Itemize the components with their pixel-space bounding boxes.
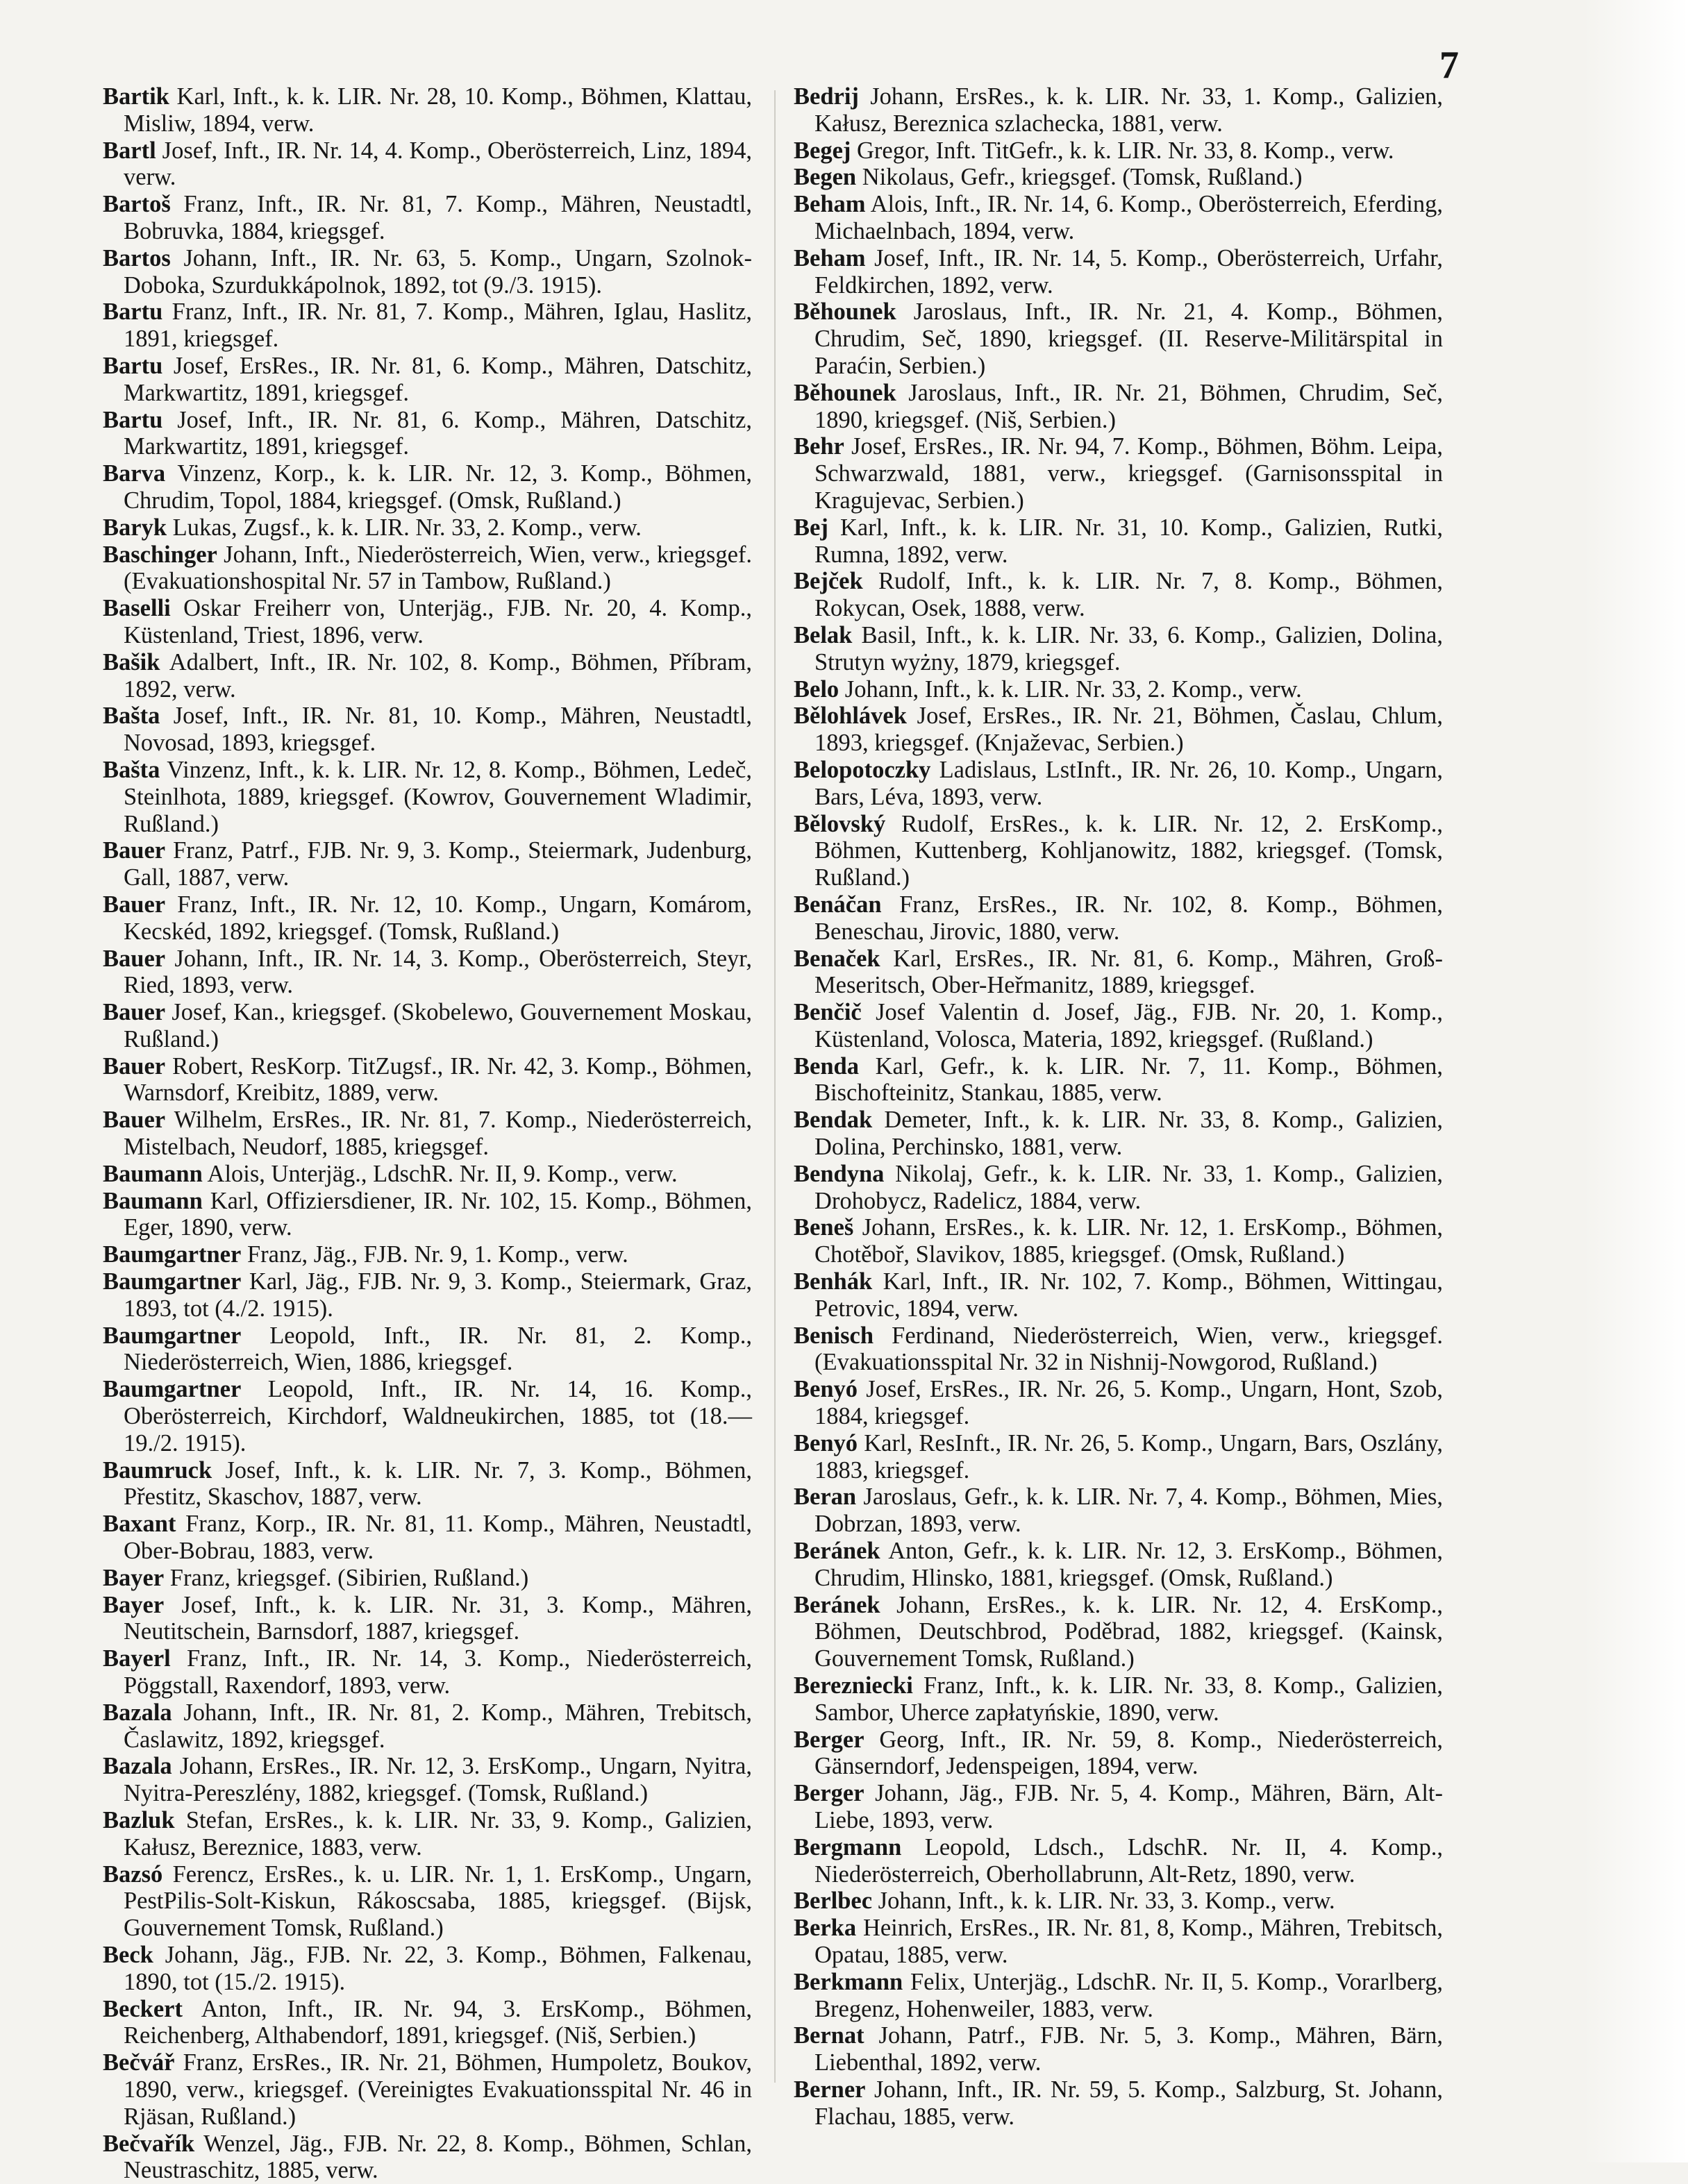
entry-details: Franz, kriegsgef. (Sibirien, Rußland.) [169,1564,529,1591]
entry-details: Nikolaus, Gefr., kriegsgef. (Tomsk, Rußland.) [862,164,1303,191]
entry-surname: Běhounek [794,379,896,406]
entry-surname: Beneš [794,1214,854,1241]
entry-surname: Benda [794,1052,859,1080]
entry-surname: Benaček [794,945,880,972]
entry-surname: Begej [794,137,851,164]
register-entry [794,1780,1443,1834]
entry-surname: Bej [794,514,828,541]
entry-surname: Bazluk [103,1807,175,1833]
entry-details: Josef, Inft., k. k. LIR. Nr. 31, 3. Komp., Mähren, Neutitschein, Barnsdorf, 1887, kriegsgef. [124,1591,752,1645]
register-entry [794,1538,1443,1592]
entry-details: Alois, Unterjäg., LdschR. Nr. II, 9. Komp., verw. [207,1160,678,1187]
column-divider [774,90,776,2083]
entry-details: Leopold, Inft., IR. Nr. 14, 16. Komp., Oberösterreich, Kirchdorf, Waldneukirchen, 1885, tot (18.—19./2. 1915). [124,1376,752,1456]
entry-details: Franz, Inft., IR. Nr. 12, 10. Komp., Ungarn, Komárom, Kecskéd, 1892, kriegsgef. (Tomsk, Rußland.) [124,891,753,945]
entry-surname: Baschinger [103,541,217,568]
entry-surname: Baumgartner [103,1268,242,1295]
entry-surname: Benisch [794,1322,874,1349]
entry-details: Demeter, Inft., k. k. LIR. Nr. 33, 8. Komp., Galizien, Dolina, Perchinsko, 1881, verw. [814,1107,1443,1161]
entry-surname: Bartl [103,137,156,164]
register-entry [794,1160,1444,1215]
entry-details: Jaroslaus, Gefr., k. k. LIR. Nr. 7, 4. Komp., Böhmen, Mies, Dobrzan, 1893, verw. [814,1484,1443,1538]
register-entry [794,1726,1443,1781]
entry-details: Jaroslaus, Inft., IR. Nr. 21, Böhmen, Chrudim, Seč, 1890, kriegsgef. (Niš, Serbien.) [814,379,1444,433]
register-entry [794,1376,1444,1430]
entry-surname: Bartoš [103,191,171,218]
entry-surname: Bazala [103,1753,172,1780]
entry-details: Vinzenz, Korp., k. k. LIR. Nr. 12, 3. Komp., Böhmen, Chrudim, Topol, 1884, kriegsgef. (Omsk, Rußland.) [124,460,752,514]
entry-details: Johann, Patrf., FJB. Nr. 5, 3. Komp., Mähren, Bärn, Liebenthal, 1892, verw. [814,2022,1444,2076]
entry-details: Franz, Patrf., FJB. Nr. 9, 3. Komp., Steiermark, Judenburg, Gall, 1887, verw. [124,837,753,891]
entry-surname: Belo [794,675,839,703]
entry-surname: Beham [794,191,866,218]
register-entry [794,379,1444,434]
register-entry [103,1699,752,1754]
entry-details: Stefan, ErsRes., k. k. LIR. Nr. 33, 9. Komp., Galizien, Kałusz, Bereznice, 1883, verw. [124,1807,752,1860]
register-entry [103,460,752,514]
register-entry [794,2076,1444,2131]
register-entry [103,945,752,1000]
register-entry [794,568,1443,622]
entry-surname: Begen [794,164,857,191]
entry-details: Johann, ErsRes., k. k. LIR. Nr. 33, 1. Komp., Galizien, Kałusz, Bereznica szlachecka, 1881, verw. [814,83,1444,137]
entry-details: Felix, Unterjäg., LdschR. Nr. II, 5. Komp., Vorarlberg, Bregenz, Hohenweiler, 1883, verw. [814,1968,1443,2022]
entry-surname: Bauer [103,837,166,864]
entry-surname: Belopotoczky [794,756,931,783]
register-entry [103,1753,752,1807]
entry-details: Ferencz, ErsRes., k. u. LIR. Nr. 1, 1. ErsKomp., Ungarn, PestPilis-Solt-Kiskun, Rákoscsaba, 1885, kriegsgef. (Bijsk, Gouvernement Tomsk, Rußland.) [124,1860,752,1942]
entry-details: Karl, Inft., IR. Nr. 102, 7. Komp., Böhmen, Wittingau, Petrovic, 1894, verw. [814,1268,1443,1322]
page-number: 7 [1439,44,1459,87]
entry-surname: Bělovský [794,810,886,837]
entry-details: Johann, Inft., IR. Nr. 81, 2. Komp., Mähren, Trebitsch, Časlawitz, 1892, kriegsgef. [124,1699,752,1753]
entry-surname: Bauer [103,945,166,972]
entry-surname: Bayerl [103,1645,171,1672]
entry-surname: Belak [794,621,853,648]
entry-surname: Benyó [794,1376,858,1403]
entry-details: Josef, ErsRes., IR. Nr. 26, 5. Komp., Ungarn, Hont, Szob, 1884, kriegsgef. [814,1376,1444,1430]
entry-details: Anton, Gefr., k. k. LIR. Nr. 12, 3. ErsKomp., Böhmen, Chrudim, Hlinsko, 1881, kriegsgef. (Omsk, Rußland.) [814,1538,1443,1591]
register-entry [794,191,1443,245]
entry-details: Johann, Inft., k. k. LIR. Nr. 33, 3. Komp., verw. [878,1888,1335,1915]
register-entry [794,244,1444,299]
register-entry [794,1107,1443,1161]
entry-surname: Bazsó [103,1860,163,1888]
entry-surname: Berlbec [794,1888,873,1915]
entry-details: Wilhelm, ErsRes., IR. Nr. 81, 7. Komp., Niederösterreich, Mistelbach, Neudorf, 1885, kriegsgef. [124,1107,752,1161]
register-entry [794,1052,1444,1107]
register-entry [794,1968,1443,2023]
register-entry [103,648,752,703]
entry-details: Ladislaus, LstInft., IR. Nr. 26, 10. Komp., Ungarn, Bars, Léva, 1893, verw. [814,756,1443,810]
register-entry [794,433,1443,514]
entry-surname: Bašik [103,648,160,675]
register-entry [794,1484,1443,1538]
register-entry [103,756,752,837]
entry-surname: Bečvář [103,2049,175,2076]
register-entry [794,2022,1444,2076]
register-entry [794,891,1444,946]
entry-surname: Baumgartner [103,1322,242,1349]
register-entry [103,1860,752,1942]
entry-surname: Bernat [794,2022,864,2049]
register-entry [794,1915,1443,1969]
entry-surname: Baumann [103,1187,203,1214]
entry-surname: Beck [103,1941,153,1968]
entry-details: Josef, ErsRes., IR. Nr. 94, 7. Komp., Böhmen, Böhm. Leipa, Schwarzwald, 1881, verw., kriegsgef. (Garnisonsspital in Kragujevac, Serbien.) [814,433,1443,514]
entry-details: Karl, Jäg., FJB. Nr. 9, 3. Komp., Steiermark, Graz, 1893, tot (4./2. 1915). [124,1268,753,1322]
entry-details: Oskar Freiherr von, Unterjäg., FJB. Nr. 20, 4. Komp., Küstenland, Triest, 1896, verw. [124,595,752,648]
register-entry [103,595,752,649]
register-entry [103,703,752,757]
entry-surname: Beckert [103,1995,183,2022]
entry-surname: Bayer [103,1564,165,1591]
register-entry [794,1268,1443,1322]
register-entry [103,1941,752,1996]
entry-details: Josef, Inft., IR. Nr. 81, 6. Komp., Mähren, Datschitz, Markwartitz, 1891, kriegsgef. [124,406,752,460]
entry-surname: Benhák [794,1268,873,1295]
entry-details: Josef, Inft., IR. Nr. 81, 10. Komp., Mähren, Neustadtl, Novosad, 1893, kriegsgef. [124,703,752,757]
register-entry [103,1807,752,1861]
register-entry [794,514,1444,569]
entry-surname: Bartos [103,244,171,271]
entry-details: Franz, ErsRes., IR. Nr. 102, 8. Komp., Böhmen, Beneschau, Jirovic, 1880, verw. [814,891,1444,945]
register-entry [794,299,1444,379]
entry-surname: Bartu [103,352,163,379]
entry-details: Rudolf, Inft., k. k. LIR. Nr. 7, 8. Komp., Böhmen, Rokycan, Osek, 1888, verw. [814,568,1443,622]
entry-details: Jaroslaus, Inft., IR. Nr. 21, 4. Komp., Böhmen, Chrudim, Seč, 1890, kriegsgef. (II. Reserve-Militärspital in Paraćin, Serbien.) [814,299,1444,379]
entry-details: Karl, Inft., k. k. LIR. Nr. 31, 10. Komp., Galizien, Rutki, Rumna, 1892, verw. [814,514,1444,568]
entry-details: Josef, ErsRes., IR. Nr. 21, Böhmen, Časlau, Chlum, 1893, kriegsgef. (Knjaževac, Serbien.) [814,703,1444,757]
register-entry [103,1241,752,1268]
entry-surname: Berka [794,1915,857,1942]
register-entry [103,1564,752,1592]
register-entry [103,137,753,192]
register-entry [103,1052,752,1107]
entry-details: Heinrich, ErsRes., IR. Nr. 81, 8, Komp., Mähren, Trebitsch, Opatau, 1885, verw. [814,1915,1443,1968]
entry-details: Adalbert, Inft., IR. Nr. 102, 8. Komp., Böhmen, Příbram, 1892, verw. [124,648,752,703]
entry-surname: Berger [794,1780,864,1807]
entry-surname: Bedrij [794,83,859,110]
entry-surname: Bauer [103,891,166,918]
register-entry [794,675,1443,703]
entry-details: Johann, ErsRes., k. k. LIR. Nr. 12, 1. ErsKomp., Böhmen, Chotěboř, Slavikov, 1885, kriegsgef. (Omsk, Rußland.) [814,1214,1444,1268]
entry-surname: Bartu [103,299,163,326]
entry-details: Alois, Inft., IR. Nr. 14, 6. Komp., Oberösterreich, Eferding, Michaelnbach, 1894, verw. [814,191,1443,244]
entry-surname: Baxant [103,1511,176,1538]
entry-surname: Bartik [103,83,169,110]
entry-details: Ferdinand, Niederösterreich, Wien, verw., kriegsgef. (Evakuationsspital Nr. 32 in Nishnij-Nowgorod, Rußland.) [814,1322,1444,1376]
entry-surname: Berger [794,1726,864,1753]
entry-surname: Bělohlávek [794,703,907,730]
entry-surname: Baumgartner [103,1376,242,1403]
entry-details: Karl, Inft., k. k. LIR. Nr. 28, 10. Komp., Böhmen, Klattau, Misliw, 1894, verw. [124,83,752,137]
entry-details: Anton, Inft., IR. Nr. 94, 3. ErsKomp., Böhmen, Reichenberg, Althabendorf, 1891, kriegsgef. (Niš, Serbien.) [124,1995,752,2049]
register-entry [103,1322,752,1377]
entry-surname: Baselli [103,595,171,622]
entry-surname: Bendyna [794,1160,885,1187]
register-entry [103,83,752,137]
entry-details: Johann, Jäg., FJB. Nr. 22, 3. Komp., Böhmen, Falkenau, 1890, tot (15./2. 1915). [124,1941,752,1995]
entry-surname: Baumgartner [103,1241,242,1268]
register-entry [103,244,753,299]
entry-surname: Beran [794,1484,857,1511]
register-entry [794,1833,1444,1888]
entry-details: Johann, Inft., IR. Nr. 14, 3. Komp., Oberösterreich, Steyr, Ried, 1893, verw. [124,945,752,999]
entry-details: Lukas, Zugsf., k. k. LIR. Nr. 33, 2. Komp., verw. [172,514,642,541]
entry-details: Karl, ResInft., IR. Nr. 26, 5. Komp., Ungarn, Bars, Oszlány, 1883, kriegsgef. [814,1429,1443,1484]
entry-details: Josef, Inft., k. k. LIR. Nr. 7, 3. Komp., Böhmen, Přestitz, Skaschov, 1887, verw. [124,1456,753,1511]
entry-surname: Barva [103,460,166,487]
entry-details: Robert, ResKorp. TitZugsf., IR. Nr. 42, 3. Komp., Böhmen, Warnsdorf, Kreibitz, 1889, verw. [124,1052,752,1107]
entry-surname: Benyó [794,1429,858,1456]
entry-surname: Bartu [103,406,163,433]
page-edge [1584,0,1688,2162]
register-entry [103,1107,752,1161]
register-entry [103,541,752,596]
entry-surname: Bašta [103,703,160,730]
entry-surname: Benáčan [794,891,882,918]
entry-details: Franz, Inft., IR. Nr. 14, 3. Komp., Niederösterreich, Pöggstall, Raxendorf, 1893, verw. [124,1645,753,1699]
register-entry [103,1995,752,2050]
entry-surname: Berezniecki [794,1672,913,1699]
register-entry [103,999,752,1053]
register-entry [794,137,1443,165]
entry-surname: Berkmann [794,1968,903,1995]
register-entry [103,1376,752,1456]
entry-surname: Bauer [103,1052,166,1080]
entry-surname: Berner [794,2076,866,2103]
entry-details: Wenzel, Jäg., FJB. Nr. 22, 8. Komp., Böhmen, Schlan, Neustraschitz, 1885, verw. [124,2130,752,2184]
register-entry [794,999,1443,1053]
entry-surname: Bazala [103,1699,172,1726]
register-entry [103,1160,752,1188]
register-entry [103,352,753,407]
register-entry [103,837,753,891]
entry-details: Franz, Jäg., FJB. Nr. 9, 1. Komp., verw. [246,1241,628,1268]
entry-surname: Benčič [794,999,862,1026]
entry-details: Josef, Kan., kriegsgef. (Skobelewo, Gouvernement Moskau, Rußland.) [124,999,752,1052]
entry-details: Franz, Korp., IR. Nr. 81, 11. Komp., Mähren, Neustadtl, Ober-Bobrau, 1883, verw. [124,1511,753,1565]
register-entry [103,891,753,946]
entry-details: Karl, Offiziersdiener, IR. Nr. 102, 15. Komp., Böhmen, Eger, 1890, verw. [124,1187,753,1241]
register-entry [103,1591,752,1646]
register-entry [103,191,752,245]
entry-details: Franz, Inft., IR. Nr. 81, 7. Komp., Mähren, Iglau, Haslitz, 1891, kriegsgef. [124,299,753,353]
register-entry [103,2130,752,2184]
register-entry [103,1187,753,1242]
entry-details: Leopold, Ldsch., LdschR. Nr. II, 4. Komp., Niederösterreich, Oberhollabrunn, Alt-Retz, 1890, verw. [814,1833,1444,1888]
entry-details: Josef, Inft., IR. Nr. 14, 4. Komp., Oberösterreich, Linz, 1894, verw. [124,137,753,191]
entry-details: Georg, Inft., IR. Nr. 59, 8. Komp., Niederösterreich, Gänserndorf, Jedenspeigen, 1894, verw. [814,1726,1443,1780]
entry-details: Gregor, Inft. TitGefr., k. k. LIR. Nr. 33, 8. Komp., verw. [857,137,1394,164]
entry-details: Franz, Inft., k. k. LIR. Nr. 33, 8. Komp., Galizien, Sambor, Uherce zapłatyńskie, 1890, verw. [814,1672,1444,1726]
entry-details: Josef, ErsRes., IR. Nr. 81, 6. Komp., Mähren, Datschitz, Markwartitz, 1891, kriegsgef. [124,352,753,406]
entry-surname: Beránek [794,1591,880,1618]
entry-details: Johann, Inft., IR. Nr. 59, 5. Komp., Salzburg, St. Johann, Flachau, 1885, verw. [814,2076,1444,2130]
register-entry [794,1591,1443,1672]
entry-surname: Baumann [103,1160,203,1187]
entry-surname: Bečvařík [103,2130,195,2157]
register-entry [794,1322,1444,1377]
entry-surname: Beham [794,244,866,271]
entry-details: Franz, ErsRes., IR. Nr. 21, Böhmen, Humpoletz, Boukov, 1890, verw., kriegsgef. (Vereinigtes Evakuationsspital Nr. 46 in Rjäsan, Rußland.) [124,2049,752,2130]
entry-details: Johann, Jäg., FJB. Nr. 5, 4. Komp., Mähren, Bärn, Alt-Liebe, 1893, verw. [814,1780,1443,1833]
register-entry [103,1645,753,1699]
register-entry [794,1214,1444,1268]
entry-details: Josef Valentin d. Josef, Jäg., FJB. Nr. 20, 1. Komp., Küstenland, Volosca, Materia, 1892, kriegsgef. (Rußland.) [814,999,1443,1052]
entry-details: Karl, Gefr., k. k. LIR. Nr. 7, 11. Komp., Böhmen, Bischofteinitz, Stankau, 1885, verw. [814,1052,1444,1107]
entry-details: Leopold, Inft., IR. Nr. 81, 2. Komp., Niederösterreich, Wien, 1886, kriegsgef. [124,1322,752,1376]
entry-details: Basil, Inft., k. k. LIR. Nr. 33, 6. Komp., Galizien, Dolina, Strutyn wyżny, 1879, kriegsgef. [814,621,1443,675]
entry-details: Johann, ErsRes., k. k. LIR. Nr. 12, 4. ErsKomp., Böhmen, Deutschbrod, Poděbrad, 1882, kriegsgef. (Kainsk, Gouvernement Tomsk, Rußland.) [814,1591,1443,1672]
left-column [103,83,752,2184]
register-entry [103,406,752,461]
entry-details: Karl, ErsRes., IR. Nr. 81, 6. Komp., Mähren, Groß-Meseritsch, Ober-Heřmanitz, 1889, kriegsgef. [814,945,1443,999]
register-entry [794,810,1443,891]
entry-surname: Behr [794,433,844,460]
entry-surname: Bauer [103,999,166,1026]
entry-surname: Bendak [794,1107,873,1134]
register-entry [794,756,1443,811]
register-entry [794,703,1444,757]
entry-surname: Bayer [103,1591,165,1618]
entry-surname: Bauer [103,1107,166,1134]
register-entry [794,1672,1444,1727]
entry-details: Nikolaj, Gefr., k. k. LIR. Nr. 33, 1. Komp., Galizien, Drohobycz, Radelicz, 1884, verw. [814,1160,1444,1214]
entry-details: Johann, ErsRes., IR. Nr. 12, 3. ErsKomp., Ungarn, Nyitra, Nyitra-Pereszlény, 1882, kriegsgef. (Tomsk, Rußland.) [124,1753,752,1807]
entry-surname: Beránek [794,1538,880,1565]
entry-details: Franz, Inft., IR. Nr. 81, 7. Komp., Mähren, Neustadtl, Bobruvka, 1884, kriegsgef. [124,191,752,244]
entry-details: Rudolf, ErsRes., k. k. LIR. Nr. 12, 2. ErsKomp., Böhmen, Kuttenberg, Kohljanowitz, 1882, kriegsgef. (Tomsk, Rußland.) [814,810,1443,891]
entry-surname: Běhounek [794,299,896,326]
register-entry [794,1429,1443,1484]
register-entry [794,621,1443,676]
entry-details: Johann, Inft., k. k. LIR. Nr. 33, 2. Komp., verw. [844,675,1302,703]
register-entry [103,514,752,541]
entry-surname: Baumruck [103,1456,212,1484]
register-entry [103,1268,753,1322]
register-entry [103,1511,753,1565]
entry-details: Vinzenz, Inft., k. k. LIR. Nr. 12, 8. Komp., Böhmen, Ledeč, Steinlhota, 1889, kriegsgef. (Kowrov, Gouvernement Wladimir, Rußland.) [124,756,752,837]
register-entry [794,945,1443,1000]
register-entry [794,83,1444,137]
entry-details: Johann, Inft., Niederösterreich, Wien, verw., kriegsgef. (Evakuationshospital Nr. 57 in Tambow, Rußland.) [124,541,752,595]
entry-details: Josef, Inft., IR. Nr. 14, 5. Komp., Oberösterreich, Urfahr, Feldkirchen, 1892, verw. [814,244,1444,299]
entry-surname: Bašta [103,756,160,783]
register-entry [103,1456,753,1511]
register-entry [103,2049,752,2130]
register-entry [794,1888,1443,1915]
register-entry [103,299,753,353]
register-entry [794,164,1443,191]
entry-surname: Bejček [794,568,863,595]
right-column [794,83,1443,2131]
entry-surname: Baryk [103,514,167,541]
entry-surname: Bergmann [794,1833,902,1860]
entry-details: Johann, Inft., IR. Nr. 63, 5. Komp., Ungarn, Szolnok-Doboka, Szurdukkápolnok, 1892, tot (9./3. 1915). [124,244,753,299]
